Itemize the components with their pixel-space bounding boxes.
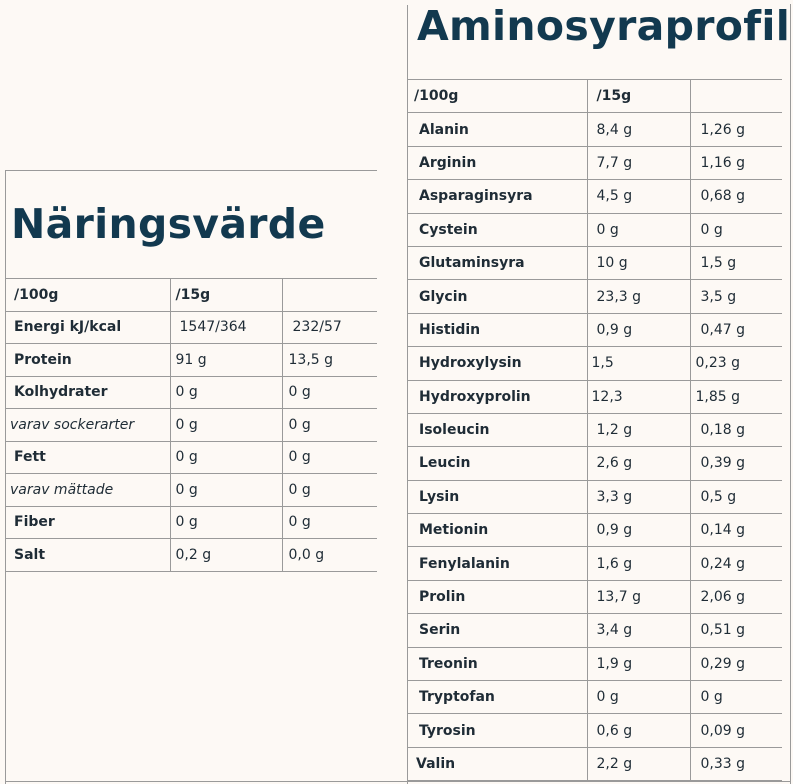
table-row xyxy=(5,344,377,377)
row-value-100g: 2,2 g xyxy=(587,747,690,780)
table-row xyxy=(408,514,782,547)
table-row xyxy=(408,213,782,246)
row-value-15g: 232/57 xyxy=(282,311,377,344)
row-label: Fenylalanin xyxy=(408,547,587,580)
header-cell-100g: /100g xyxy=(408,80,587,113)
row-value-100g: 91 g xyxy=(170,344,282,377)
row-label: varav sockerarter xyxy=(5,409,170,442)
row-value-15g: 0,5 g xyxy=(690,480,782,513)
row-value-15g: 0,68 g xyxy=(690,180,782,213)
row-value-15g: 0 g xyxy=(282,441,377,474)
row-value-15g: 1,16 g xyxy=(690,146,782,179)
row-label: Leucin xyxy=(408,447,587,480)
row-value-100g: 3,4 g xyxy=(587,614,690,647)
row-value-100g: 1,9 g xyxy=(587,647,690,680)
header-cell-15g: /15g xyxy=(170,279,282,312)
row-value-15g: 0,23 g xyxy=(690,347,782,380)
row-value-15g: 0,09 g xyxy=(690,714,782,747)
table-row xyxy=(408,180,782,213)
row-value-100g: 7,7 g xyxy=(587,146,690,179)
row-label: Isoleucin xyxy=(408,413,587,446)
row-value-15g: 0,29 g xyxy=(690,647,782,680)
row-label: Prolin xyxy=(408,580,587,613)
right-frame-line xyxy=(790,4,791,784)
row-label: Hydroxyprolin xyxy=(408,380,587,413)
table-row xyxy=(5,409,377,442)
row-value-100g: 0,2 g xyxy=(170,539,282,572)
table-header-row xyxy=(5,279,377,312)
row-value-100g: 0 g xyxy=(170,506,282,539)
row-label: Serin xyxy=(408,614,587,647)
table-row xyxy=(408,614,782,647)
row-value-15g: 0 g xyxy=(282,376,377,409)
table-row xyxy=(5,441,377,474)
naringsvarde-section xyxy=(5,0,377,784)
row-label: Hydroxylysin xyxy=(408,347,587,380)
header-cell-empty xyxy=(282,279,377,312)
row-label: Cystein xyxy=(408,213,587,246)
table-row xyxy=(5,311,377,344)
table-row xyxy=(408,714,782,747)
row-label: Asparaginsyra xyxy=(408,180,587,213)
row-value-100g: 0,9 g xyxy=(587,313,690,346)
row-value-15g: 1,26 g xyxy=(690,113,782,146)
table-row xyxy=(5,474,377,507)
row-label: Metionin xyxy=(408,514,587,547)
row-value-15g: 0,18 g xyxy=(690,413,782,446)
table-row xyxy=(408,380,782,413)
row-label: Glutaminsyra xyxy=(408,246,587,279)
table-row xyxy=(408,747,782,780)
row-value-100g: 1,6 g xyxy=(587,547,690,580)
row-value-15g: 0 g xyxy=(282,474,377,507)
aminosyraprofil-table xyxy=(408,79,782,781)
row-value-15g: 0,51 g xyxy=(690,614,782,647)
table-header-row xyxy=(408,80,782,113)
row-label: Tyrosin xyxy=(408,714,587,747)
row-value-15g: 0 g xyxy=(282,506,377,539)
row-value-100g: 0 g xyxy=(170,474,282,507)
naringsvarde-title: Näringsvärde xyxy=(11,200,326,248)
aminosyraprofil-title: Aminosyraprofil xyxy=(417,2,791,50)
row-value-15g: 0,14 g xyxy=(690,514,782,547)
row-value-100g: 8,4 g xyxy=(587,113,690,146)
row-value-100g: 0 g xyxy=(170,409,282,442)
row-value-15g: 0 g xyxy=(690,681,782,714)
row-value-100g: 1547/364 xyxy=(170,311,282,344)
table-row xyxy=(408,246,782,279)
row-label: Salt xyxy=(5,539,170,572)
row-value-100g: 10 g xyxy=(587,246,690,279)
row-value-15g: 1,85 g xyxy=(690,380,782,413)
row-value-100g: 3,3 g xyxy=(587,480,690,513)
row-label: Valin xyxy=(408,747,587,780)
row-value-100g: 0,9 g xyxy=(587,514,690,547)
row-value-100g: 0 g xyxy=(587,681,690,714)
naringsvarde-table xyxy=(5,278,377,572)
row-label: Tryptofan xyxy=(408,681,587,714)
row-value-100g: 13,7 g xyxy=(587,580,690,613)
row-value-15g: 0,39 g xyxy=(690,447,782,480)
row-value-100g: 0 g xyxy=(170,441,282,474)
row-value-15g: 0,33 g xyxy=(690,747,782,780)
row-value-100g: 0 g xyxy=(587,213,690,246)
row-value-100g: 1,2 g xyxy=(587,413,690,446)
row-label: Kolhydrater xyxy=(5,376,170,409)
row-label: Protein xyxy=(5,344,170,377)
row-label: Fett xyxy=(5,441,170,474)
table-row xyxy=(408,113,782,146)
row-value-100g: 4,5 g xyxy=(587,180,690,213)
table-row xyxy=(408,580,782,613)
row-value-100g: 12,3 xyxy=(587,380,690,413)
row-value-15g: 0 g xyxy=(282,409,377,442)
row-label: Fiber xyxy=(5,506,170,539)
row-label: Histidin xyxy=(408,313,587,346)
table-row xyxy=(408,146,782,179)
row-label: Alanin xyxy=(408,113,587,146)
header-cell-15g: /15g xyxy=(587,80,690,113)
row-value-100g: 0,6 g xyxy=(587,714,690,747)
table-row xyxy=(408,480,782,513)
header-cell-empty xyxy=(690,80,782,113)
row-value-15g: 0,0 g xyxy=(282,539,377,572)
header-cell-100g: /100g xyxy=(5,279,170,312)
table-row xyxy=(5,376,377,409)
row-value-15g: 0 g xyxy=(690,213,782,246)
table-row xyxy=(408,447,782,480)
row-label: Glycin xyxy=(408,280,587,313)
table-row xyxy=(408,681,782,714)
row-value-100g: 0 g xyxy=(170,376,282,409)
table-row xyxy=(408,413,782,446)
table-row xyxy=(408,313,782,346)
table-row xyxy=(5,539,377,572)
row-label: Arginin xyxy=(408,146,587,179)
row-value-15g: 1,5 g xyxy=(690,246,782,279)
row-value-100g: 23,3 g xyxy=(587,280,690,313)
row-value-15g: 0,24 g xyxy=(690,547,782,580)
row-value-100g: 2,6 g xyxy=(587,447,690,480)
row-value-15g: 13,5 g xyxy=(282,344,377,377)
table-row xyxy=(408,547,782,580)
row-value-15g: 0,47 g xyxy=(690,313,782,346)
row-label: Treonin xyxy=(408,647,587,680)
aminosyraprofil-section xyxy=(408,0,791,784)
row-label: Lysin xyxy=(408,480,587,513)
table-row xyxy=(5,506,377,539)
row-label: varav mättade xyxy=(5,474,170,507)
row-value-15g: 2,06 g xyxy=(690,580,782,613)
row-value-100g: 1,5 xyxy=(587,347,690,380)
row-label: Energi kJ/kcal xyxy=(5,311,170,344)
row-value-15g: 3,5 g xyxy=(690,280,782,313)
table-row xyxy=(408,280,782,313)
table-row xyxy=(408,347,782,380)
table-row xyxy=(408,647,782,680)
